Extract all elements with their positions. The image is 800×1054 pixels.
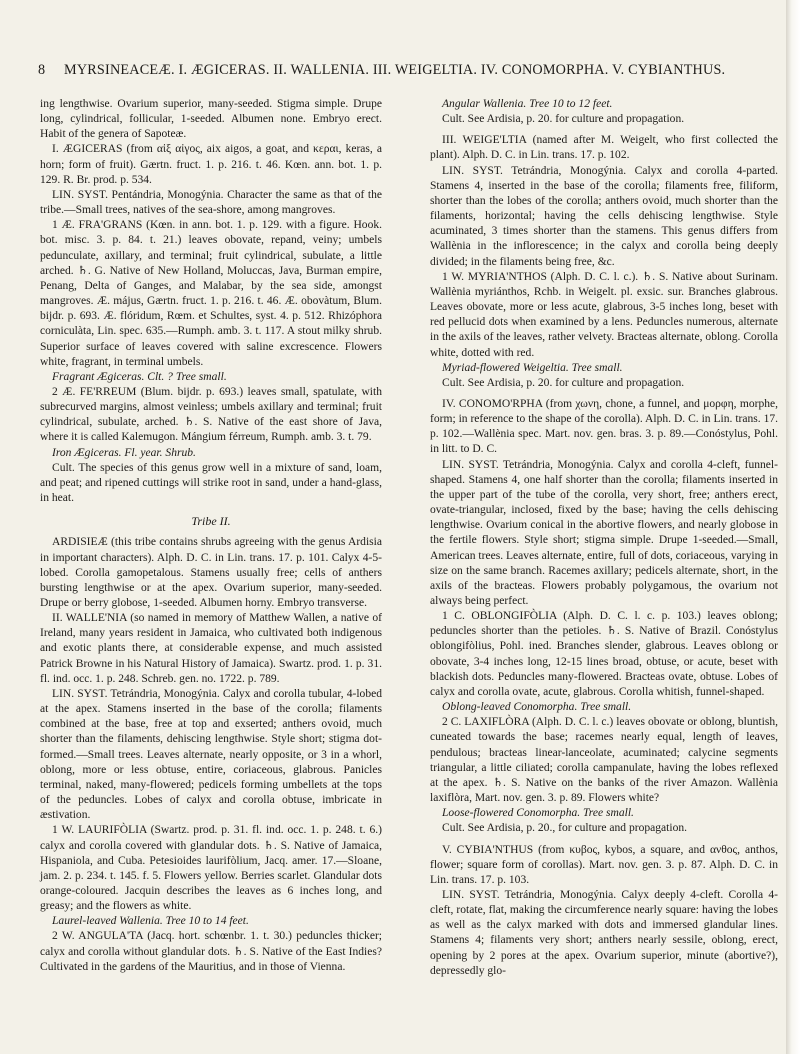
paragraph: ing lengthwise. Ovarium superior, many-seeded. Stigma simple. Drupe long, cylindrical, follicular, 1-seeded. Albumen none. Embryo erect. Habit of the genera of Sapoteæ. bbox=[40, 98, 382, 141]
left-column bbox=[40, 97, 382, 975]
common-name-line: Loose-flowered Conomorpha. Tree small. bbox=[442, 807, 634, 820]
right-column bbox=[430, 97, 778, 979]
common-name-line: Laurel-leaved Wallenia. Tree 10 to 14 feet. bbox=[52, 915, 249, 928]
species-entry: 2 C. LAXIFLÒRA (Alph. D. C. l. c.) leaves obovate or oblong, bluntish, cuneated towards the base; racemes nearly equal, length of leaves, pendulous; bracteas linear-lanceolate, acuminated; calycine segments triangular, a little ciliated; corolla campanulate, having the lobes reflexed at the apex. ♄. S. Native on the banks of the river Amazon. Wallènia laxiflòra, Mart. nov. gen. 3. p. 89. Flowers white? bbox=[430, 716, 778, 805]
common-name-line: Angular Wallenia. Tree 10 to 12 feet. bbox=[442, 98, 613, 110]
cultivation-note: Cult. See Ardisia, p. 20. for culture and propagation. bbox=[442, 113, 685, 126]
linnaean-system: LIN. SYST. Pentándria, Monogýnia. Character the same as that of the tribe.—Small trees, natives of the sea-shore, among mangroves. bbox=[40, 188, 382, 217]
page-number: 8 bbox=[38, 62, 46, 78]
species-entry: 2 Æ. FE'RREUM (Blum. bijdr. p. 693.) leaves small, spatulate, with subrecurved margins, almost veinless; umbels axillary and terminal; fruit cylindrical, subulate, arched. ♄. S. Native of the east shore of Java, where it is called Kalemugon. Mángium férreum, Rumph. amb. 3. t. 79. bbox=[40, 385, 382, 444]
linnaean-system: LIN. SYST. Tetrándria, Monogýnia. Calyx and corolla 4-parted. Stamens 4, inserted in the base of the corolla; filaments free, filiform, shorter than the lobes of the corolla; anthers ovoid, much shorter than the filaments, horizontal; having the cells dehiscing lengthwise. Style acuminated, 3 times shorter than the stamens. This genus differs from Wallènia in the inflorescence; in the calyx and corolla being deeply divided; in the filaments being free, &c. bbox=[430, 164, 778, 268]
cultivation-note: Cult. See Ardisia, p. 20., for culture and propagation. bbox=[442, 822, 687, 835]
species-entry: 1 W. MYRIA'NTHOS (Alph. D. C. l. c.). ♄. S. Native about Surinam. Wallènia myriánthos, Rchb. in Weigelt. pl. exsic. sur. Branches glabrous. Leaves obovate, more or less acute, glabrous, 3-5 inches long, beset with red pellucid dots when examined by a lens. Peduncles numerous, alternate in the axils of the leaves, rather velvety. Bracteas alternate, oblong. Corolla white, dotted with red. bbox=[430, 270, 778, 359]
tribe-heading: Tribe II. bbox=[191, 514, 231, 529]
genus-entry-aegiceras: I. ÆGICERAS (from αἰξ αἰγος, aix aigos, a goat, and κεραι, keras, a horn; form of fruit). Gærtn. fruct. 1. p. 216. t. 46. Kœn. ann. bot. 1. p. 129. R. Br. prod. p. 534. bbox=[40, 143, 382, 186]
genus-entry-cybianthus: V. CYBIA'NTHUS (from κυβος, kybos, a square, and ανθος, anthos, flower; square form of corollas). Mart. nov. gen. 3. p. 87. Alph. D. C. in Lin. trans. 17. p. 103. bbox=[430, 843, 778, 886]
common-name-line: Myriad-flowered Weigeltia. Tree small. bbox=[442, 361, 623, 374]
tribe-description: ARDISIEÆ (this tribe contains shrubs agreeing with the genus Ardisia in important characters). Alph. D. C. in Lin. trans. 17. p. 101. Calyx 4-5-lobed. Corolla gamopetalous. Stamens usually free; cells of anthers bursting lengthwise or at the apex. Ovarium superior, many-seeded. Drupe or berry globose, 1-seeded. Albumen horny. Embryo transverse. bbox=[40, 536, 382, 609]
page-edge bbox=[786, 0, 800, 1054]
species-entry: 1 C. OBLONGIFÒLIA (Alph. D. C. l. c. p. 103.) leaves oblong; peduncles shorter than the petioles. ♄. S. Native of Brazil. Conóstylus oblongifòlius, Pohl. ined. Branches slender, glabrous. Leaves oblong or obovate, 3-4 inches long, 12-15 lines broad, obtuse, or acute, beset with blackish dots. Peduncles many-flowered. Bracteas ovate, obtuse. Lobes of calyx and corolla ovate, acute, glabrous. Corolla whitish, funnel-shaped. bbox=[430, 610, 778, 698]
genus-entry-conomorpha: IV. CONOMO'RPHA (from χωνη, chone, a funnel, and μορφη, morphe, form; in reference to the shape of the corolla). Alph. D. C. in Lin. trans. 17. p. 102.—Wallènia spec. Mart. nov. gen. bras. 3. p. 89.—Conóstylus, Pohl. in litt. to D. C. bbox=[430, 397, 778, 456]
linnaean-system: LIN. SYST. Tetrándria, Monogýnia. Calyx and corolla tubular, 4-lobed at the apex. Stamens inserted in the base of the corolla; filaments combined at the base, free at top and exserted; anthers ovoid, much shorter than the filaments, dehiscing lengthwise. Style short; stigma dot-formed.—Small trees. Leaves alternate, nearly opposite, or 3 in a whorl, oblong, more or less obtuse, entire, coriaceous, glabrous. Panicles terminal, naked, many-flowered; pedicels forming umbellets at the tops of the peduncles. Lobes of calyx and corolla obtuse, imbricate in æstivation. bbox=[40, 687, 382, 822]
cultivation-note: Cult. See Ardisia, p. 20. for culture and propagation. bbox=[442, 376, 685, 389]
common-name-line: Iron Ægiceras. Fl. year. Shrub. bbox=[52, 446, 196, 459]
linnaean-system: LIN. SYST. Tetrándria, Monogýnia. Calyx deeply 4-cleft. Corolla 4-cleft, rotate, flat, making the circumference nearly square: having the lobes as well as the calyx marked with dots and immersed glandular lines. Stamens 4; filaments very short; anthers nearly sessile, oblong, erect, opening by 2 pores at the apex. Ovarium superior, minute (abortive?), depressedly glo- bbox=[430, 888, 778, 977]
common-name-line: Fragrant Ægiceras. Clt. ? Tree small. bbox=[52, 370, 227, 383]
genus-entry-wallenia: II. WALLE'NIA (so named in memory of Matthew Wallen, a native of Ireland, many years resident in Jamaica, who cultivated both indigenous and exotic plants there, at considerable expense, and much assisted Patrick Browne in his Natural History of Jamaica). Swartz. prod. 1. p. 31. fl. ind. occ. 1. p. 248. Schreb. gen. no. 1722. p. 789. bbox=[40, 612, 382, 685]
species-entry: 1 Æ. FRA'GRANS (Kœn. in ann. bot. 1. p. 129. with a figure. Hook. bot. misc. 3. p. 84. t. 21.) leaves obovate, repand, veiny; umbels pedunculate, axillary, and terminal; fruit cylindrical, subulate, a little arched. ♄. G. Native of New Holland, Moluccas, Java, Burman empire, Penang, Delta of Ganges, and Malabar, by the sea side, amongst mangroves. Æ. május, Gærtn. fruct. 1. p. 216. t. 46. Æ. obovàtum, Blum. bijdr. p. 693. Æ. flóridum, Rœm. et Schultes, syst. 4. p. 512. Rhizóphora corniculàta, Lin. spec. 635.—Rumph. amb. 3. t. 117. A stout milky shrub. Superior surface of leaves covered with saline excrescence. Flowers white, fragrant, in terminal umbels. bbox=[40, 219, 382, 368]
species-entry: 2 W. ANGULA'TA (Jacq. hort. schœnbr. 1. t. 30.) peduncles thicker; calyx and corolla without glandular dots. ♄. S. Native of the East Indies? Cultivated in the gardens of the Mauritius, and in those of Vienna. bbox=[40, 930, 382, 973]
genus-entry-weigeltia: III. WEIGE'LTIA (named after M. Weigelt, who first collected the plant). Alph. D. C. in Lin. trans. 17. p. 102. bbox=[430, 134, 778, 162]
common-name-line: Oblong-leaved Conomorpha. Tree small. bbox=[442, 701, 632, 714]
linnaean-system: LIN. SYST. Tetrándria, Monogýnia. Calyx and corolla 4-cleft, funnel-shaped. Stamens 4, one half shorter than the corolla; filaments inserted in the upper part of the tube of the corolla, very short, free; anthers erect, ovate-triangular, inclosed, fixed by the base; having the cells dehiscing lengthwise. Ovarium conical in the abortive flowers, and nearly globose in the fertile flowers. Style short; stigma simple. Drupe 1-seeded.—Small, American trees. Leaves alternate, entire, full of dots, coriaceous, varying in size on the same branch. Racemes axillary; pedicels alternate, short, in the axils of the bracteas. Flowers probably polygamous, the ovarium not always being perfect. bbox=[430, 458, 778, 607]
species-entry: 1 W. LAURIFÒLIA (Swartz. prod. p. 31. fl. ind. occ. 1. p. 248. t. 6.) calyx and corolla covered with glandular dots. ♄. S. Native of Jamaica, Hispaniola, and Cuba. Petesioides laurifòlium, Jacq. amer. 17.—Sloane, jam. 2. p. 234. t. 145. f. 5. Flowers yellow. Berries scarlet. Glandular dots orange-coloured. Jacquin describes the leaves as 6 inches long, and greasy; and the flowers as white. bbox=[40, 824, 382, 913]
running-title: MYRSINEACEÆ. I. ÆGICERAS. II. WALLENIA. III. WEIGELTIA. IV. CONOMORPHA. V. CYBIANTHUS. bbox=[64, 62, 726, 78]
cultivation-note: Cult. The species of this genus grow well in a mixture of sand, loam, and peat; and ripened cuttings will strike root in sand, under a hand-glass, in heat. bbox=[40, 461, 382, 505]
